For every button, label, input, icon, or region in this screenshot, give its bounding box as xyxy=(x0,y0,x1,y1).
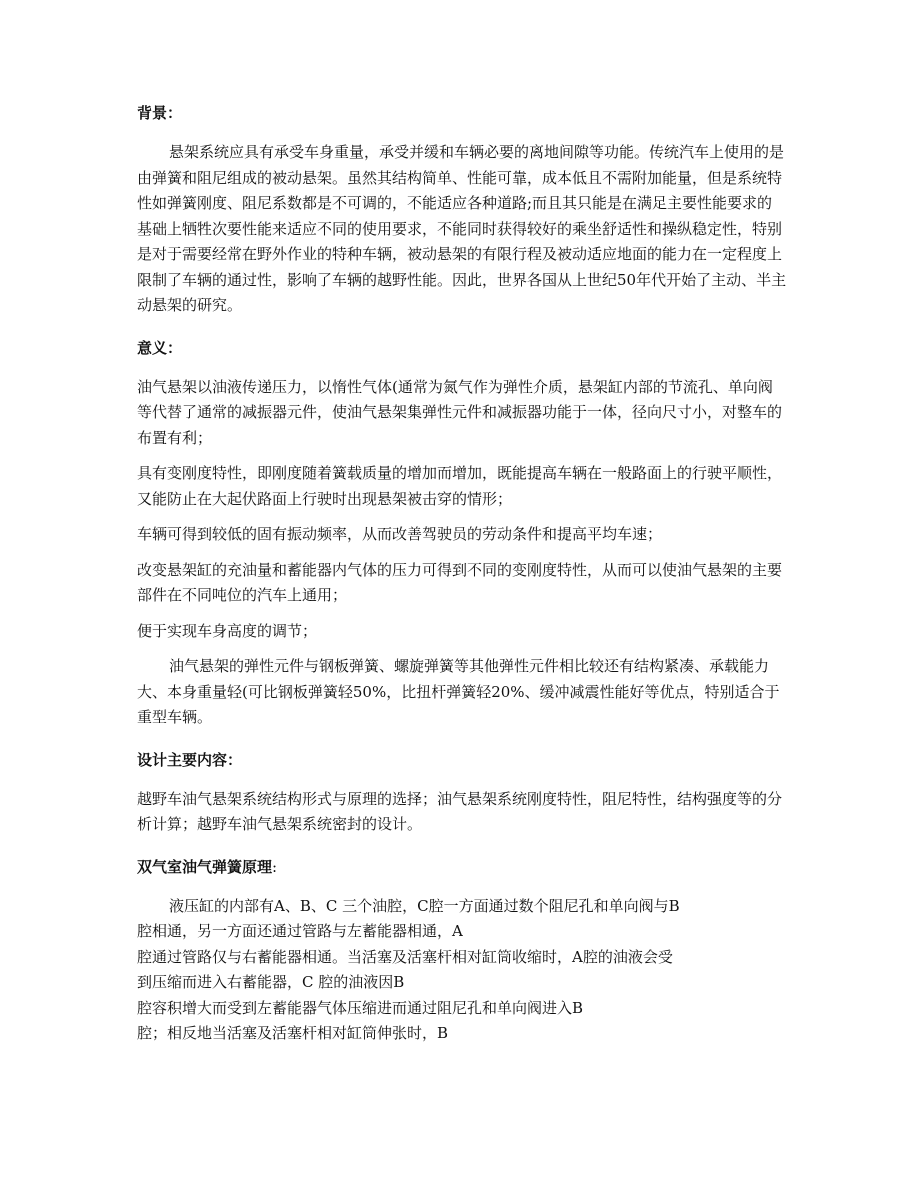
heading-principle-colon: : xyxy=(272,857,278,876)
design-content-paragraph: 越野车油气悬架系统结构形式与原理的选择；油气悬架系统刚度特性，阻尼特性，结构强度等的分析计算；越野车油气悬架系统密封的设计。 xyxy=(137,789,783,833)
significance-paragraph-4: 改变悬架缸的充油量和蓄能器内气体的压力可得到不同的变刚度特性，从而可以使油气悬架的主要部件在不同吨位的汽车上通用； xyxy=(137,560,783,604)
heading-background: 背景： xyxy=(137,104,183,122)
significance-paragraph-6: 油气悬架的弹性元件与钢板弹簧、螺旋弹簧等其他弹性元件相比较还有结构紧凑、承载能力大、本身重量轻(可比钢板弹簧轻50%，比扭杆弹簧轻20%、缓冲减震性能好等优点，特别适合于重型车辆。 xyxy=(137,657,780,726)
principle-line: 腔通过管路仅与右蓄能器相通。当活塞及活塞杆相对缸筒收缩时，A腔的油液会受 xyxy=(137,947,673,966)
principle-line: 腔容积增大而受到左蓄能器气体压缩进而通过阻尼孔和单向阀进入B xyxy=(137,998,584,1017)
document-body xyxy=(137,100,787,1057)
significance-paragraph-2: 具有变刚度特性，即刚度随着簧载质量的增加而增加，既能提高车辆在一般路面上的行驶平顺性，又能防止在大起伏路面上行驶时出现悬架被击穿的情形； xyxy=(137,464,783,508)
significance-paragraph-3: 车辆可得到较低的固有振动频率，从而改善驾驶员的劳动条件和提高平均车速； xyxy=(137,525,663,543)
heading-design-content: 设计主要内容： xyxy=(137,750,243,769)
significance-paragraph-5: 便于实现车身高度的调节； xyxy=(137,621,318,640)
principle-line: 到压缩而进入右蓄能器，C 腔的油液因B xyxy=(137,973,405,991)
significance-paragraph-1: 油气悬架以油液传递压力，以惰性气体(通常为氮气作为弹性介质，悬架缸内部的节流孔、单向阀等代替了通常的减振器元件，使油气悬架集弹性元件和减振器功能于一体，径向尺寸小，对整车的布置有利； xyxy=(137,377,783,447)
principle-line: 腔相通，另一方面还通过管路与左蓄能器相通，A xyxy=(137,922,463,940)
heading-principle-text: 双气室油气弹簧原理 xyxy=(137,857,273,876)
heading-principle xyxy=(137,854,787,880)
principle-line: 腔；相反地当活塞及活塞杆相对缸筒伸张时，B xyxy=(137,1024,449,1042)
principle-line: 液压缸的内部有A、B、C 三个油腔，C腔一方面通过数个阻尼孔和单向阀与B xyxy=(169,896,680,915)
heading-significance: 意义： xyxy=(137,338,183,357)
background-paragraph: 悬架系统应具有承受车身重量，承受并缓和车辆必要的离地间隙等功能。传统汽车上使用的是由弹簧和阻尼组成的被动悬架。虽然其结构简单、性能可靠，成本低且不需附加能量，但是系统特性如弹簧刚度、阻尼系数都是不可调的，不能适应各种道路;而且其只能是在满足主要性能要求的基础上牺牲次要性能来适应不同的使用要求，不能同时获得较好的乘坐舒适性和操纵稳定性，特别是对于需要经常在野外作业的特种车辆，被动悬架的有限行程及被动适应地面的能力在一定程度上限制了车辆的通过性，影响了车辆的越野性能。因此，世界各国从上世纪50年代开始了主动、半主动悬架的研究。 xyxy=(137,143,787,314)
principle-paragraph xyxy=(137,894,787,1047)
